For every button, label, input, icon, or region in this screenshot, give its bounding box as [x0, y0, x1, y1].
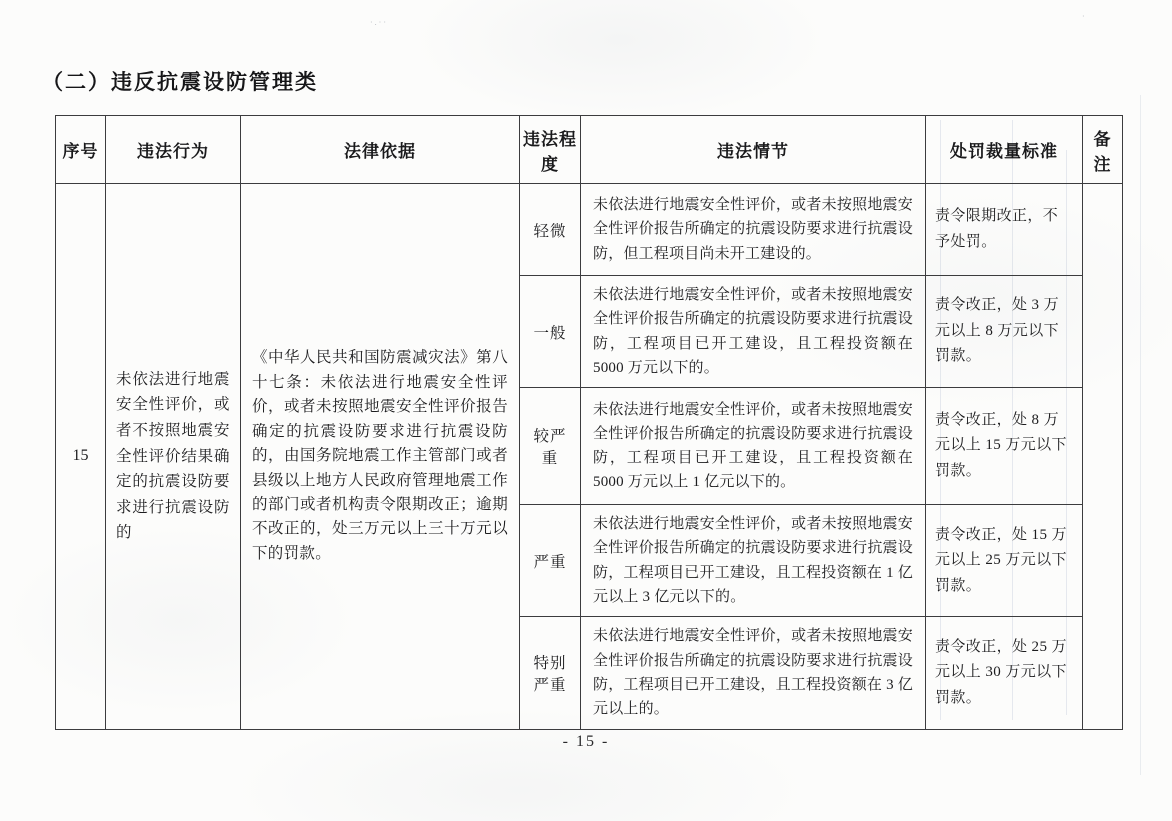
header-degree: 违法程度	[520, 116, 581, 184]
cell-degree: 特别严重	[520, 617, 581, 729]
cell-penalty: 责令改正，处 8 万元以上 15 万元以下罚款。	[926, 388, 1083, 505]
page-number: - 15 -	[562, 733, 610, 750]
cell-circumstances: 未依法进行地震安全性评价，或者未按照地震安全性评价报告所确定的抗震设防要求进行抗震设防，工程项目已开工建设，且工程投资额在 5000 万元以上 1 亿元以下的。	[581, 388, 926, 505]
scan-noise: ·	[1082, 12, 1087, 21]
cell-remarks	[1083, 184, 1123, 730]
cell-legal-basis: 《中华人民共和国防震减灾法》第八十七条：未依法进行地震安全性评价，或者未按照地震安全性评价报告确定的抗震设防要求进行抗震设防的，由国务院地震工作主管部门或者县级以上地方人民政府管理地震工作的部门或者机构责令限期改正；逾期不改正的，处三万元以上三十万元以下的罚款。	[241, 184, 520, 730]
cell-circumstances: 未依法进行地震安全性评价，或者未按照地震安全性评价报告所确定的抗震设防要求进行抗震设防，但工程项目尚未开工建设的。	[581, 184, 926, 276]
cell-penalty: 责令改正，处 15 万元以上 25 万元以下罚款。	[926, 505, 1083, 617]
cell-penalty: 责令限期改正，不予处罚。	[926, 184, 1083, 276]
header-circumstances: 违法情节	[581, 116, 926, 184]
header-legal-basis: 法律依据	[241, 116, 520, 184]
cell-degree: 较严重	[520, 388, 581, 505]
cell-circumstances: 未依法进行地震安全性评价，或者未按照地震安全性评价报告所确定的抗震设防要求进行抗震设防，工程项目已开工建设，且工程投资额在 1 亿元以上 3 亿元以下的。	[581, 505, 926, 617]
cell-penalty: 责令改正，处 25 万元以上 30 万元以下罚款。	[926, 617, 1083, 729]
header-index: 序号	[56, 116, 106, 184]
cell-degree: 严重	[520, 505, 581, 617]
header-behavior: 违法行为	[106, 116, 241, 184]
cell-index: 15	[56, 184, 106, 730]
cell-circumstances: 未依法进行地震安全性评价，或者未按照地震安全性评价报告所确定的抗震设防要求进行抗震设防，工程项目已开工建设，且工程投资额在 5000 万元以下的。	[581, 276, 926, 388]
violation-penalty-table	[55, 115, 1123, 730]
cell-behavior: 未依法进行地震安全性评价，或者不按照地震安全性评价结果确定的抗震设防要求进行抗震设防的	[106, 184, 241, 730]
cell-circumstances: 未依法进行地震安全性评价，或者未按照地震安全性评价报告所确定的抗震设防要求进行抗震设防，工程项目已开工建设，且工程投资额在 3 亿元以上的。	[581, 617, 926, 729]
table-header-row	[56, 116, 1123, 184]
table-row	[56, 184, 1123, 276]
scan-artifact-line	[1140, 95, 1141, 775]
header-remarks: 备注	[1083, 116, 1123, 184]
header-penalty-standard: 处罚裁量标准	[926, 116, 1083, 184]
cell-penalty: 责令改正，处 3 万元以上 8 万元以下罚款。	[926, 276, 1083, 388]
cell-degree: 一般	[520, 276, 581, 388]
cell-degree: 轻微	[520, 184, 581, 276]
scan-noise: ·.··	[370, 18, 388, 27]
section-title: （二）违反抗震设防管理类	[42, 70, 318, 94]
